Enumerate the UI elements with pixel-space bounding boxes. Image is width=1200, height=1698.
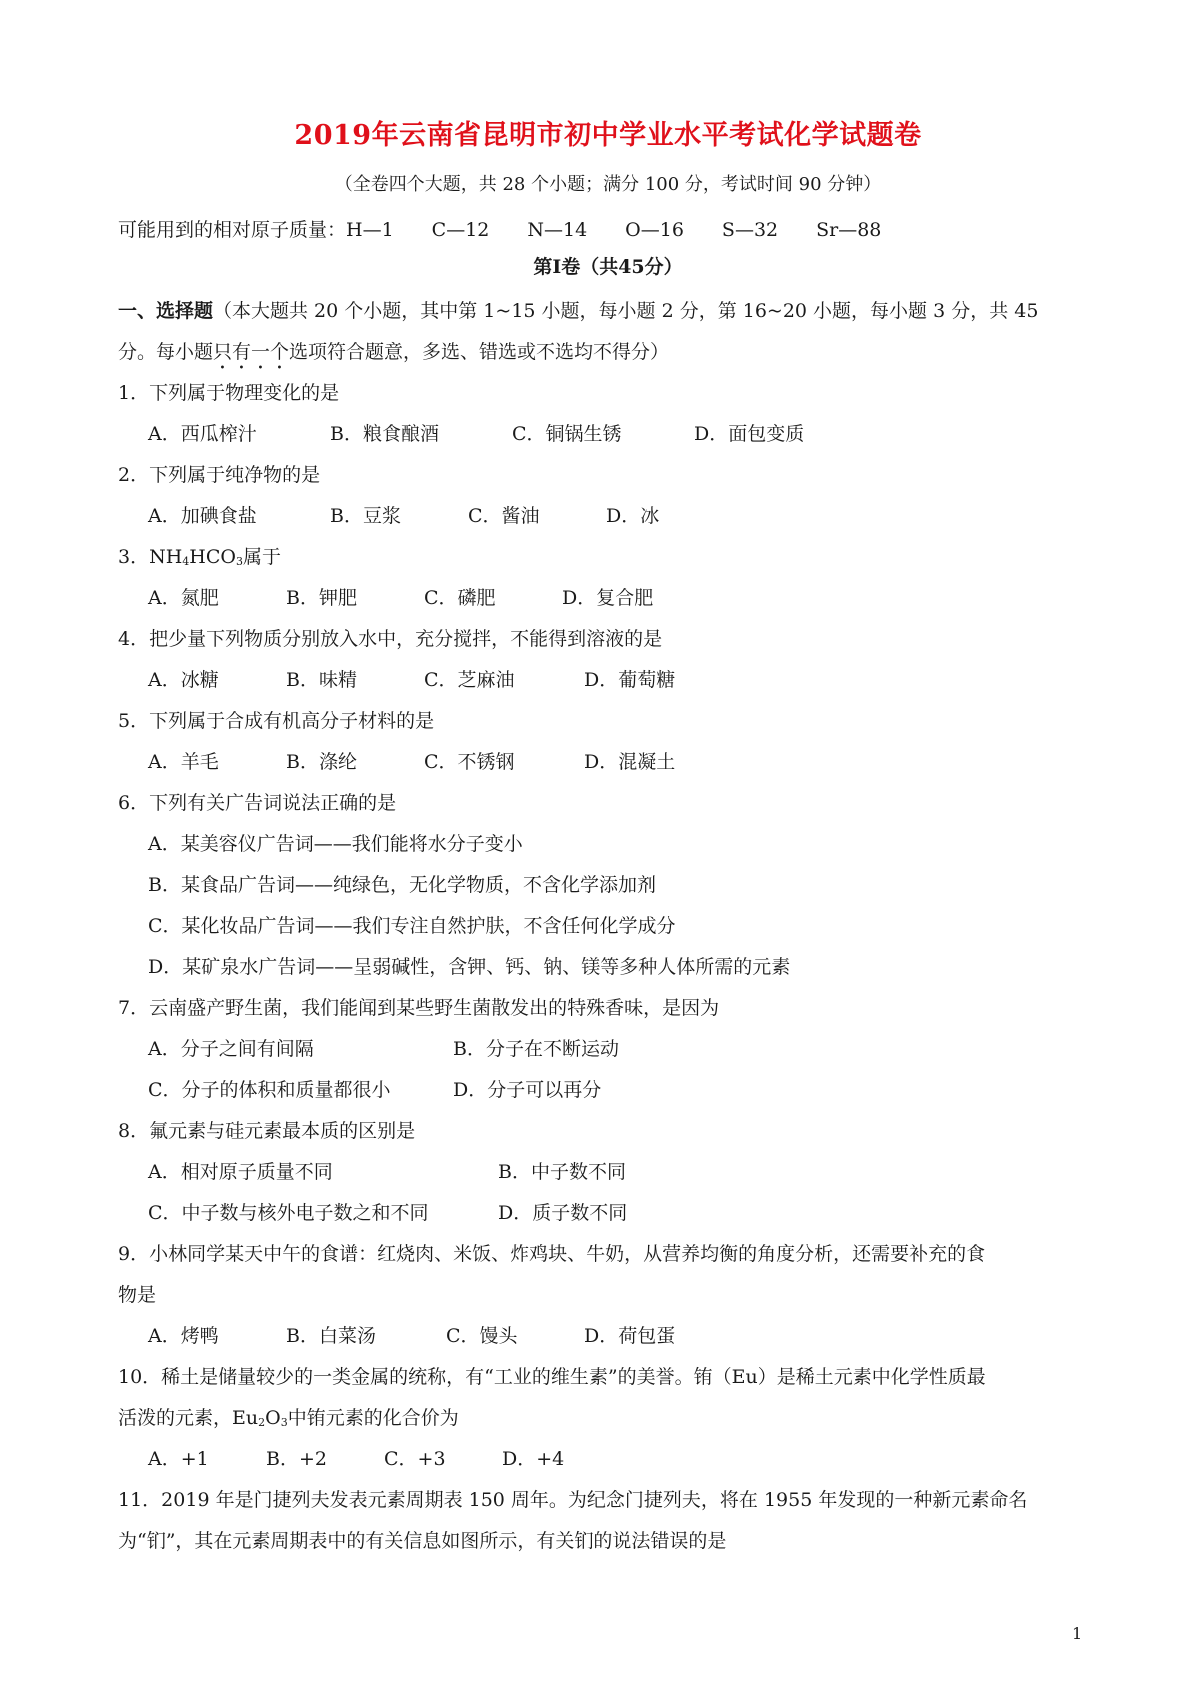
- option-c: C．铜锅生锈: [512, 423, 622, 445]
- option-c: C．不锈钢: [424, 751, 515, 773]
- question-6-option-c: C．某化妆品广告词——我们专注自然护肤，不含任何化学成分: [148, 915, 676, 937]
- option-b: B．涤纶: [286, 751, 357, 773]
- question-9-stem-line1: 9．小林同学某天中午的食谱：红烧肉、米饭、炸鸡块、牛奶，从营养均衡的角度分析，还需要补充的食: [118, 1243, 986, 1265]
- option-c: C．馒头: [446, 1325, 518, 1347]
- option-a: A．氮肥: [148, 587, 219, 609]
- option-d: D．冰: [606, 505, 660, 527]
- question-3-options: [148, 583, 653, 610]
- option-c: C．+3: [384, 1448, 446, 1470]
- option-a: A．羊毛: [148, 751, 219, 773]
- part-instructions-line2: [118, 337, 669, 374]
- question-5-options: [148, 747, 675, 774]
- question-10-options: [148, 1444, 564, 1471]
- page-number: 1: [1072, 1624, 1083, 1643]
- part-label: 一、选择题: [118, 300, 214, 322]
- question-9-options: [148, 1321, 675, 1348]
- question-6-option-b: B．某食品广告词——纯绿色，无化学物质，不含化学添加剂: [148, 874, 656, 896]
- question-8-options-row2: [148, 1198, 627, 1225]
- emphasis-text: 只有一个: [213, 341, 290, 363]
- question-8-options-row1: [148, 1157, 626, 1184]
- option-b: B．白菜汤: [286, 1325, 376, 1347]
- option-a: A．西瓜榨汁: [148, 423, 257, 445]
- option-c: C．酱油: [468, 505, 540, 527]
- option-b: B．+2: [266, 1448, 327, 1470]
- option-a: A．加碘食盐: [148, 505, 257, 527]
- option-b: B．分子在不断运动: [453, 1038, 619, 1060]
- part-desc-post: 选项符合题意，多选、错选或不选均不得分）: [289, 341, 670, 363]
- option-a: A．冰糖: [148, 669, 219, 691]
- option-b: B．豆浆: [330, 505, 401, 527]
- option-d: D．荷包蛋: [584, 1325, 676, 1347]
- question-6-option-a: A．某美容仪广告词——我们能将水分子变小: [148, 833, 523, 855]
- section-title: 第Ⅰ卷（共45分）: [533, 256, 683, 278]
- question-7-options-row1: [148, 1034, 619, 1061]
- option-d: D．葡萄糖: [584, 669, 676, 691]
- question-11-stem-line2: 为“钔”，其在元素周期表中的有关信息如图所示，有关钔的说法错误的是: [118, 1530, 727, 1552]
- question-1-options: [148, 419, 804, 446]
- option-d: D．面包变质: [694, 423, 805, 445]
- option-d: D．质子数不同: [498, 1202, 628, 1224]
- option-a: A．+1: [148, 1448, 209, 1470]
- question-11-stem-line1: 11．2019 年是门捷列夫发表元素周期表 150 周年。为纪念门捷列夫，将在 1955 年发现的一种新元素命名: [118, 1489, 1028, 1511]
- option-d: D．分子可以再分: [453, 1079, 602, 1101]
- option-c: C．中子数与核外电子数之和不同: [148, 1202, 429, 1224]
- option-b: B．钾肥: [286, 587, 357, 609]
- option-a: A．烤鸭: [148, 1325, 219, 1347]
- question-8-stem: 8．氟元素与硅元素最本质的区别是: [118, 1120, 416, 1142]
- part-instructions-line1: [118, 296, 1038, 323]
- question-1-stem: 1．下列属于物理变化的是: [118, 382, 340, 404]
- option-d: D．复合肥: [562, 587, 654, 609]
- page-title: 2019年云南省昆明市初中学业水平考试化学试题卷: [294, 120, 922, 151]
- question-6-stem: 6．下列有关广告词说法正确的是: [118, 792, 397, 814]
- option-d: D．混凝土: [584, 751, 676, 773]
- option-c: C．分子的体积和质量都很小: [148, 1079, 391, 1101]
- question-2-options: [148, 501, 659, 528]
- option-c: C．芝麻油: [424, 669, 515, 691]
- question-10-stem-line2: 活泼的元素，$Eu_2O_3$中铕元素的化合价为: [118, 1407, 459, 1429]
- question-4-stem: 4．把少量下列物质分别放入水中，充分搅拌，不能得到溶液的是: [118, 628, 663, 650]
- question-7-stem: 7．云南盛产野生菌，我们能闻到某些野生菌散发出的特殊香味，是因为: [118, 997, 720, 1019]
- question-2-stem: 2．下列属于纯净物的是: [118, 464, 321, 486]
- atomic-masses: 可能用到的相对原子质量：H—1 C—12 N—14 O—16 S—32 Sr—88: [118, 219, 882, 241]
- option-b: B．粮食酿酒: [330, 423, 439, 445]
- option-b: B．中子数不同: [498, 1161, 626, 1183]
- exam-info: （全卷四个大题，共 28 个小题；满分 100 分，考试时间 90 分钟）: [334, 174, 882, 195]
- question-4-options: [148, 665, 675, 692]
- exam-page: [118, 0, 1098, 1698]
- question-6-option-d: D．某矿泉水广告词——呈弱碱性，含钾、钙、钠、镁等多种人体所需的元素: [148, 956, 791, 978]
- question-10-stem-line1: 10．稀土是储量较少的一类金属的统称，有“工业的维生素”的美誉。铕（Eu）是稀土元素中化学性质最: [118, 1366, 986, 1388]
- option-b: B．味精: [286, 669, 357, 691]
- question-5-stem: 5．下列属于合成有机高分子材料的是: [118, 710, 435, 732]
- question-9-stem-line2: 物是: [118, 1284, 157, 1306]
- option-d: D．+4: [502, 1448, 565, 1470]
- part-desc: （本大题共 20 个小题，其中第 1~15 小题，每小题 2 分，第 16~20 小题，每小题 3 分，共 45: [213, 300, 1039, 322]
- part-desc-pre: 分。每小题: [118, 341, 214, 363]
- option-a: A．分子之间有间隔: [148, 1038, 314, 1060]
- option-a: A．相对原子质量不同: [148, 1161, 333, 1183]
- question-7-options-row2: [148, 1075, 601, 1102]
- question-3-stem: 3．$NH_4HCO_3$属于: [118, 546, 281, 568]
- option-c: C．磷肥: [424, 587, 496, 609]
